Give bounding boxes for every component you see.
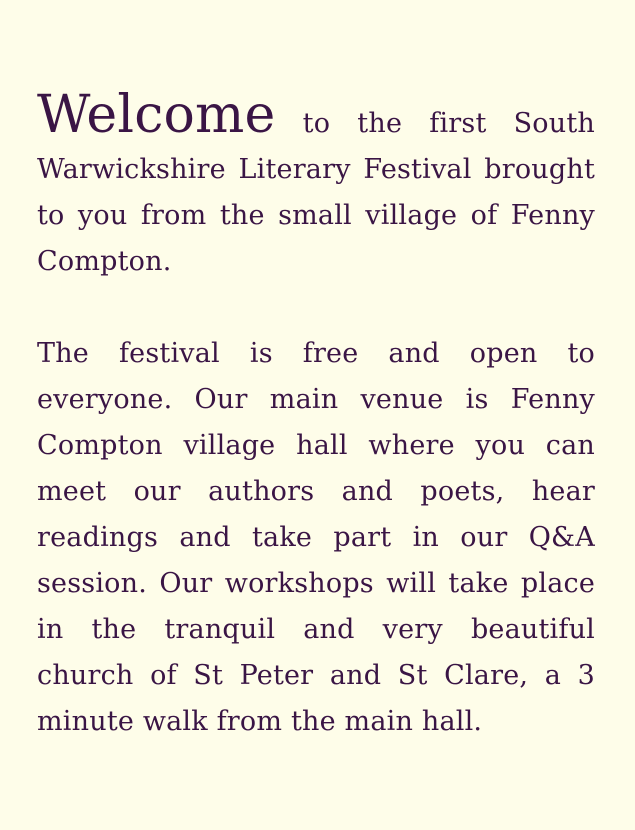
welcome-heading-word: Welcome bbox=[37, 85, 276, 145]
festival-welcome-text bbox=[37, 85, 595, 745]
details-paragraph: The festival is free and open to everyone. Our main venue is Fenny Compton village hall where you can meet our authors and poets, hear readings and take part in our Q&A session. Our workshops will take place in the tranquil and very beautiful church of St Peter and St Clare, a 3 minute walk from the main hall. bbox=[37, 338, 595, 737]
intro-paragraph bbox=[37, 85, 595, 285]
intro-text: to the first South Warwickshire Literary Festival brought to you from the small village of Fenny Compton. bbox=[37, 108, 595, 277]
